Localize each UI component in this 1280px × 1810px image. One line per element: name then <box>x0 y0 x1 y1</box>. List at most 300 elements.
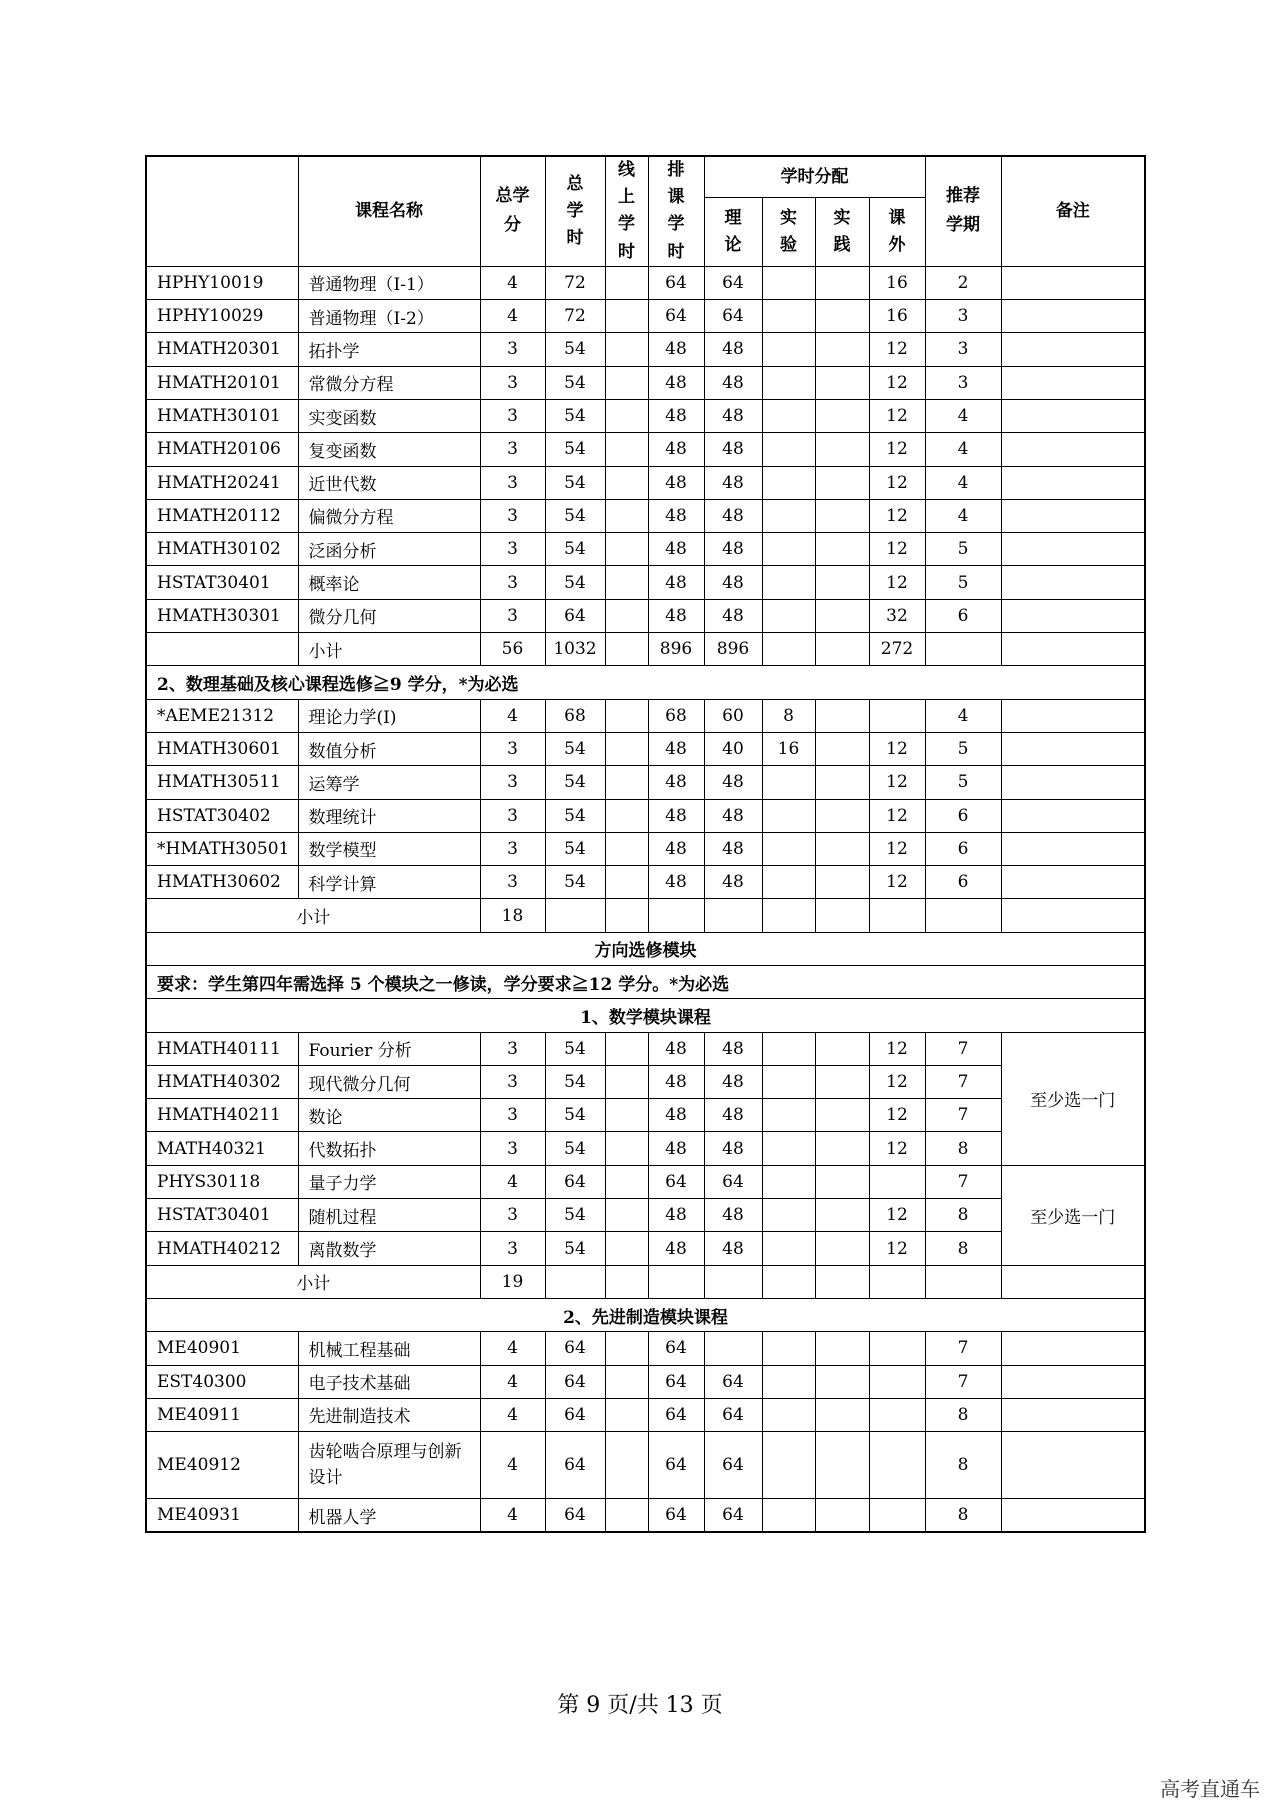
table-cell: 54 <box>545 566 605 599</box>
table-cell <box>605 1065 648 1098</box>
subtotal-row <box>146 899 1145 932</box>
table-cell <box>762 266 815 299</box>
table-cell <box>704 899 762 932</box>
table-cell <box>605 1265 648 1298</box>
table-cell: 6 <box>925 799 1001 832</box>
table-cell <box>815 1065 869 1098</box>
table-cell: 48 <box>648 1099 704 1132</box>
header-hours-text: 总学时 <box>566 173 584 248</box>
table-cell <box>762 866 815 899</box>
table-cell: 12 <box>869 399 925 432</box>
table-cell <box>762 1065 815 1098</box>
course-code: HMATH20101 <box>146 366 298 399</box>
table-cell: 12 <box>869 766 925 799</box>
table-cell <box>815 599 869 632</box>
table-cell <box>925 633 1001 666</box>
table-cell: 3 <box>480 533 545 566</box>
course-code: HMATH20301 <box>146 333 298 366</box>
remark-cell <box>1001 832 1145 865</box>
remark-cell <box>1001 1398 1145 1431</box>
table-row <box>146 366 1145 399</box>
table-row <box>146 1332 1145 1365</box>
table-cell <box>815 1232 869 1265</box>
table-cell: 48 <box>704 799 762 832</box>
table-cell: 12 <box>869 366 925 399</box>
page-footer: 第 9 页/共 13 页 <box>557 1693 723 1718</box>
header-online-text: 线上学时 <box>618 160 635 262</box>
table-cell: 64 <box>545 1365 605 1398</box>
course-name: 微分几何 <box>298 599 480 632</box>
table-cell: 3 <box>480 866 545 899</box>
table-cell: 12 <box>869 1065 925 1098</box>
table-cell <box>762 566 815 599</box>
table-cell: 68 <box>545 699 605 732</box>
section-title: 1、数学模块课程 <box>146 999 1145 1032</box>
header-practice <box>815 197 869 266</box>
table-row <box>146 1365 1145 1398</box>
table-cell: 3 <box>480 1032 545 1065</box>
table-cell: 4 <box>480 266 545 299</box>
course-name: 运筹学 <box>298 766 480 799</box>
course-code: HSTAT30401 <box>146 1199 298 1232</box>
table-cell <box>815 1165 869 1198</box>
course-code: HSTAT30402 <box>146 799 298 832</box>
table-cell: 12 <box>869 1199 925 1232</box>
table-cell <box>605 300 648 333</box>
section-title-row <box>146 666 1145 699</box>
table-cell: 16 <box>869 266 925 299</box>
table-cell: 54 <box>545 799 605 832</box>
table-cell: 54 <box>545 433 605 466</box>
table-row <box>146 1199 1145 1232</box>
table-cell: 4 <box>480 300 545 333</box>
table-cell <box>762 1132 815 1165</box>
table-cell: 4 <box>925 433 1001 466</box>
watermark: 高考直通车 <box>1160 1777 1260 1801</box>
table-cell: 48 <box>704 399 762 432</box>
table-row <box>146 499 1145 532</box>
header-distribution: 学时分配 <box>704 156 925 197</box>
table-cell: 48 <box>648 1199 704 1232</box>
table-cell: 3 <box>480 766 545 799</box>
table-cell: 48 <box>648 1065 704 1098</box>
table-cell: 4 <box>480 1365 545 1398</box>
table-cell <box>605 1032 648 1065</box>
table-cell: 68 <box>648 699 704 732</box>
table-cell: 48 <box>704 1132 762 1165</box>
table-cell <box>815 1332 869 1365</box>
table-cell: 54 <box>545 732 605 765</box>
header-scheduled-text: 排课学时 <box>667 160 685 262</box>
table-cell <box>815 266 869 299</box>
course-code: MATH40321 <box>146 1132 298 1165</box>
table-cell: 54 <box>545 1199 605 1232</box>
table-cell <box>869 1265 925 1298</box>
table-cell: 3 <box>480 1132 545 1165</box>
table-cell: 3 <box>480 566 545 599</box>
table-cell: 64 <box>648 1499 704 1532</box>
table-row <box>146 1398 1145 1431</box>
table-cell: 54 <box>545 466 605 499</box>
table-cell: 3 <box>480 466 545 499</box>
table-cell <box>815 366 869 399</box>
table-cell <box>605 1499 648 1532</box>
table-cell: 3 <box>480 399 545 432</box>
table-row <box>146 599 1145 632</box>
remark-cell <box>1001 866 1145 899</box>
table-cell <box>605 1332 648 1365</box>
header-experiment-text: 实验 <box>780 207 797 255</box>
remark-cell <box>1001 333 1145 366</box>
table-cell <box>815 466 869 499</box>
remark-cell <box>1001 466 1145 499</box>
table-cell <box>605 499 648 532</box>
course-name: 先进制造技术 <box>298 1398 480 1431</box>
course-code: HMATH30601 <box>146 732 298 765</box>
table-cell: 48 <box>704 466 762 499</box>
table-cell <box>815 1432 869 1499</box>
table-cell <box>869 899 925 932</box>
table-cell: 48 <box>704 1065 762 1098</box>
table-row <box>146 1165 1145 1198</box>
table-cell <box>869 699 925 732</box>
table-cell <box>815 1265 869 1298</box>
table-cell <box>762 1232 815 1265</box>
table-cell: 64 <box>648 1332 704 1365</box>
table-cell: 4 <box>480 1332 545 1365</box>
table-cell <box>815 533 869 566</box>
table-row <box>146 300 1145 333</box>
table-cell <box>605 366 648 399</box>
table-cell: 2 <box>925 266 1001 299</box>
course-code: HMATH40111 <box>146 1032 298 1065</box>
table-row <box>146 1032 1145 1065</box>
table-row <box>146 799 1145 832</box>
table-cell: 48 <box>648 533 704 566</box>
table-row <box>146 832 1145 865</box>
course-name: 普通物理（I-2） <box>298 300 480 333</box>
table-cell: 64 <box>545 1432 605 1499</box>
table-cell: 64 <box>545 1398 605 1431</box>
table-cell: 8 <box>925 1232 1001 1265</box>
table-row <box>146 1065 1145 1098</box>
course-code: HPHY10029 <box>146 300 298 333</box>
table-cell: 8 <box>925 1132 1001 1165</box>
course-name: 电子技术基础 <box>298 1365 480 1398</box>
table-cell <box>815 1499 869 1532</box>
table-cell: 48 <box>648 399 704 432</box>
remark-cell <box>1001 699 1145 732</box>
course-code: HMATH30602 <box>146 866 298 899</box>
header-row <box>146 156 1145 197</box>
table-cell: 5 <box>925 732 1001 765</box>
table-row <box>146 1132 1145 1165</box>
table-cell: 3 <box>925 333 1001 366</box>
table-cell: 48 <box>704 866 762 899</box>
table-cell: 7 <box>925 1332 1001 1365</box>
table-cell: 64 <box>704 1165 762 1198</box>
table-cell <box>815 633 869 666</box>
table-cell: 12 <box>869 566 925 599</box>
table-cell <box>605 533 648 566</box>
table-cell: 54 <box>545 832 605 865</box>
remark-cell <box>1001 399 1145 432</box>
table-cell <box>815 1032 869 1065</box>
table-cell: 3 <box>480 832 545 865</box>
table-cell <box>762 1165 815 1198</box>
header-extra-text: 课外 <box>888 207 906 255</box>
table-cell <box>815 433 869 466</box>
subtotal-credits: 19 <box>480 1265 545 1298</box>
course-name: 复变函数 <box>298 433 480 466</box>
table-cell: 16 <box>762 732 815 765</box>
table-row <box>146 1232 1145 1265</box>
header-semester-text: 推荐学期 <box>946 186 980 236</box>
table-cell <box>605 266 648 299</box>
table-cell: 48 <box>648 732 704 765</box>
table-cell <box>762 1432 815 1499</box>
table-cell: 12 <box>869 832 925 865</box>
table-cell <box>605 1232 648 1265</box>
course-name: 齿轮啮合原理与创新设计 <box>298 1432 480 1499</box>
subtotal-row <box>146 633 1145 666</box>
table-cell: 3 <box>480 1232 545 1265</box>
table-cell: 54 <box>545 1132 605 1165</box>
table-cell: 64 <box>648 1365 704 1398</box>
table-body <box>146 156 1145 1532</box>
table-cell: 48 <box>704 366 762 399</box>
table-row <box>146 766 1145 799</box>
table-cell <box>762 1032 815 1065</box>
table-row <box>146 266 1145 299</box>
remark-cell <box>1001 1365 1145 1398</box>
header-remarks: 备注 <box>1001 156 1145 266</box>
table-cell: 64 <box>704 1365 762 1398</box>
table-row <box>146 399 1145 432</box>
remark-cell <box>1001 799 1145 832</box>
table-cell: 4 <box>925 699 1001 732</box>
table-cell: 56 <box>480 633 545 666</box>
table-cell: 12 <box>869 333 925 366</box>
table-cell: 64 <box>704 300 762 333</box>
table-cell <box>762 766 815 799</box>
table-cell <box>815 732 869 765</box>
table-cell: 3 <box>480 333 545 366</box>
table-cell: 4 <box>925 499 1001 532</box>
table-cell <box>815 899 869 932</box>
course-name: 普通物理（I-1） <box>298 266 480 299</box>
table-cell <box>605 1398 648 1431</box>
course-name: 数理统计 <box>298 799 480 832</box>
table-cell <box>605 566 648 599</box>
table-cell: 72 <box>545 266 605 299</box>
table-cell: 48 <box>648 366 704 399</box>
table-cell: 6 <box>925 599 1001 632</box>
table-cell <box>762 799 815 832</box>
course-code: ME40911 <box>146 1398 298 1431</box>
table-cell: 48 <box>704 566 762 599</box>
table-cell <box>605 732 648 765</box>
table-cell <box>815 566 869 599</box>
table-cell <box>605 1099 648 1132</box>
table-cell: 48 <box>648 1232 704 1265</box>
table-cell: 48 <box>648 832 704 865</box>
table-cell: 54 <box>545 766 605 799</box>
table-cell <box>605 699 648 732</box>
table-cell: 4 <box>480 699 545 732</box>
header-hours <box>545 156 605 266</box>
section-title: 2、先进制造模块课程 <box>146 1298 1145 1331</box>
course-code: ME40901 <box>146 1332 298 1365</box>
table-cell: 3 <box>925 366 1001 399</box>
subtotal-label: 小计 <box>298 633 480 666</box>
table-cell: 54 <box>545 866 605 899</box>
table-cell <box>815 333 869 366</box>
table-cell <box>869 1365 925 1398</box>
table-cell: 48 <box>648 766 704 799</box>
remark-cell <box>1001 1332 1145 1365</box>
table-cell: 64 <box>648 1165 704 1198</box>
table-row <box>146 732 1145 765</box>
subtotal-label: 小计 <box>146 1265 480 1298</box>
table-row <box>146 1499 1145 1532</box>
subtotal-credits: 18 <box>480 899 545 932</box>
table-cell: 48 <box>648 466 704 499</box>
group-note: 至少选一门 <box>1001 1165 1145 1265</box>
table-cell <box>869 1432 925 1499</box>
table-cell <box>605 832 648 865</box>
table-cell: 8 <box>762 699 815 732</box>
course-name: 概率论 <box>298 566 480 599</box>
table-cell: 12 <box>869 533 925 566</box>
table-cell <box>815 300 869 333</box>
table-cell: 12 <box>869 1132 925 1165</box>
table-cell <box>1001 1265 1145 1298</box>
table-cell: 48 <box>704 499 762 532</box>
table-cell: 272 <box>869 633 925 666</box>
table-cell <box>762 300 815 333</box>
course-name: 泛函分析 <box>298 533 480 566</box>
subtotal-label: 小计 <box>146 899 480 932</box>
table-cell <box>605 433 648 466</box>
course-name: 随机过程 <box>298 1199 480 1232</box>
table-cell: 54 <box>545 1065 605 1098</box>
course-name: 理论力学(I) <box>298 699 480 732</box>
table-row <box>146 1432 1145 1499</box>
course-code: HMATH40211 <box>146 1099 298 1132</box>
course-name: 机器人学 <box>298 1499 480 1532</box>
table-row <box>146 533 1145 566</box>
table-cell <box>815 766 869 799</box>
table-cell: 48 <box>648 799 704 832</box>
group-note: 至少选一门 <box>1001 1032 1145 1165</box>
table-cell: 64 <box>648 300 704 333</box>
course-name: 离散数学 <box>298 1232 480 1265</box>
course-name: 拓扑学 <box>298 333 480 366</box>
remark-cell <box>1001 1432 1145 1499</box>
table-cell <box>605 399 648 432</box>
table-cell: 48 <box>704 533 762 566</box>
table-cell <box>605 333 648 366</box>
table-cell: 4 <box>480 1432 545 1499</box>
remark-cell <box>1001 366 1145 399</box>
table-cell <box>762 1199 815 1232</box>
table-row <box>146 333 1145 366</box>
table-cell <box>762 1398 815 1431</box>
table-cell: 54 <box>545 1232 605 1265</box>
table-cell: 64 <box>704 1398 762 1431</box>
remark-cell <box>1001 533 1145 566</box>
table-cell: 3 <box>480 433 545 466</box>
table-cell: 4 <box>925 399 1001 432</box>
table-cell <box>925 1265 1001 1298</box>
table-cell: 64 <box>648 266 704 299</box>
table-cell <box>815 1099 869 1132</box>
table-cell: 48 <box>704 599 762 632</box>
table-cell <box>815 499 869 532</box>
table-cell <box>815 832 869 865</box>
table-cell: 48 <box>648 1032 704 1065</box>
table-cell <box>815 799 869 832</box>
subtotal-row <box>146 1265 1145 1298</box>
table-cell: 48 <box>704 832 762 865</box>
table-cell <box>704 1265 762 1298</box>
remark-cell <box>1001 300 1145 333</box>
table-cell <box>762 499 815 532</box>
course-name: 科学计算 <box>298 866 480 899</box>
table-cell <box>815 866 869 899</box>
table-cell: 3 <box>480 1199 545 1232</box>
table-cell <box>815 1365 869 1398</box>
table-cell <box>605 1132 648 1165</box>
table-cell: 12 <box>869 499 925 532</box>
table-cell <box>648 1265 704 1298</box>
course-name: 实变函数 <box>298 399 480 432</box>
table-cell: 12 <box>869 732 925 765</box>
header-code <box>146 156 298 266</box>
remark-cell <box>1001 499 1145 532</box>
table-cell: 64 <box>704 266 762 299</box>
table-cell: 16 <box>869 300 925 333</box>
course-code: HMATH40302 <box>146 1065 298 1098</box>
course-name: 代数拓扑 <box>298 1132 480 1165</box>
table-cell: 4 <box>480 1499 545 1532</box>
table-cell: 64 <box>545 1499 605 1532</box>
table-cell <box>815 399 869 432</box>
table-cell: 5 <box>925 766 1001 799</box>
course-code: HMATH30301 <box>146 599 298 632</box>
table-cell <box>869 1398 925 1431</box>
table-cell: 4 <box>925 466 1001 499</box>
table-cell: 3 <box>480 366 545 399</box>
table-cell <box>605 599 648 632</box>
table-cell: 48 <box>648 1132 704 1165</box>
table-cell <box>605 1432 648 1499</box>
course-name: 偏微分方程 <box>298 499 480 532</box>
table-cell <box>146 633 298 666</box>
table-cell <box>762 899 815 932</box>
table-cell: 6 <box>925 832 1001 865</box>
table-cell: 5 <box>925 533 1001 566</box>
header-credits-text: 总学分 <box>495 186 530 236</box>
module-title: 方向选修模块 <box>146 932 1145 965</box>
table-cell <box>762 1332 815 1365</box>
table-cell: 8 <box>925 1499 1001 1532</box>
course-name: Fourier 分析 <box>298 1032 480 1065</box>
table-cell <box>762 433 815 466</box>
header-theory-text: 理论 <box>724 207 742 255</box>
table-cell <box>869 1332 925 1365</box>
